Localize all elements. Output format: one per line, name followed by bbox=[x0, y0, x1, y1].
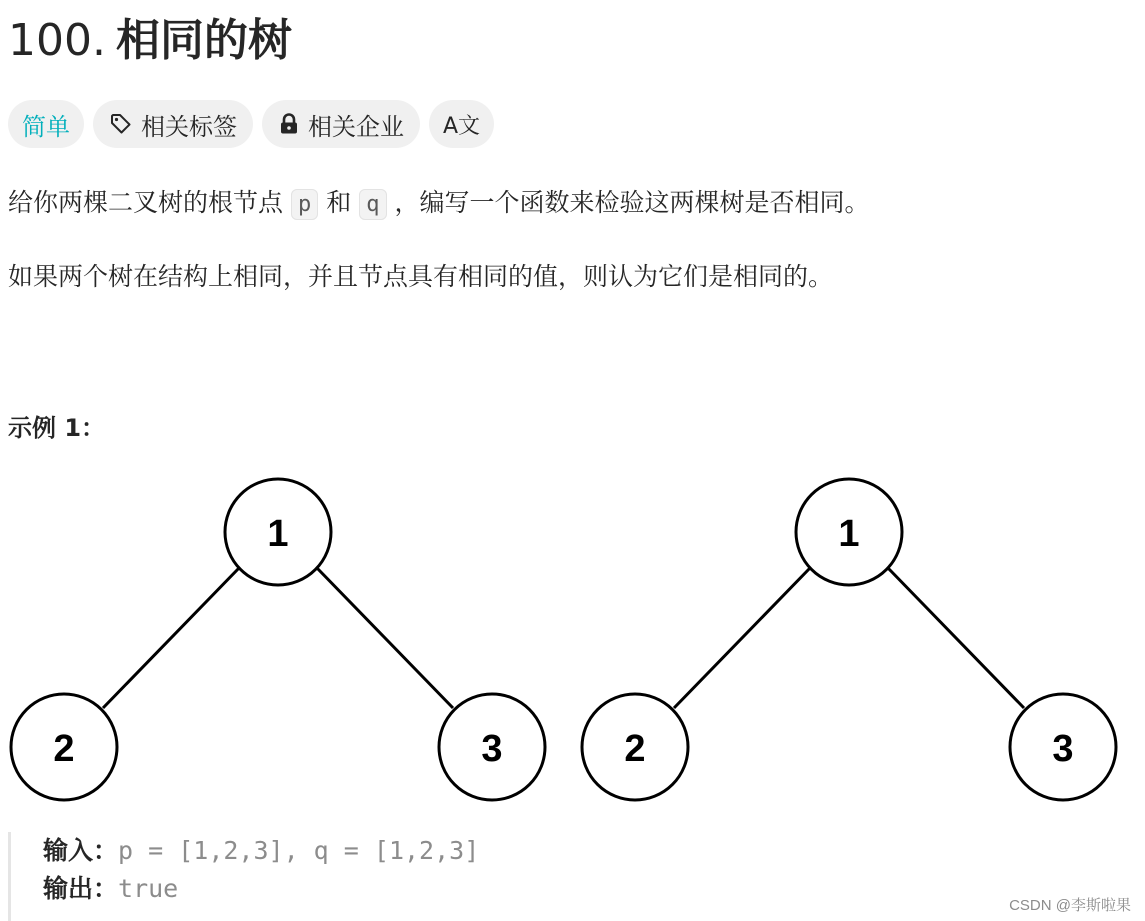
tree-node-label: 3 bbox=[1052, 728, 1074, 770]
tree-p bbox=[11, 479, 545, 800]
problem-title bbox=[8, 12, 292, 70]
example-output-line bbox=[43, 870, 479, 908]
tree-edge bbox=[103, 568, 239, 708]
example-input-line bbox=[43, 832, 479, 870]
watermark: CSDN @李斯啦果 bbox=[1009, 897, 1131, 914]
tree-node-label: 2 bbox=[624, 728, 646, 770]
output-label: 输出： bbox=[43, 874, 119, 903]
tree-edge bbox=[888, 568, 1024, 708]
difficulty-label: 简单 bbox=[22, 112, 70, 141]
code-var-q: q bbox=[359, 189, 386, 220]
problem-number: 100. bbox=[8, 15, 106, 66]
related-companies-label: 相关企业 bbox=[308, 112, 404, 141]
problem-name: 相同的树 bbox=[115, 15, 292, 66]
desc-text-2: 和 bbox=[326, 188, 352, 217]
tree-node-label: 3 bbox=[481, 728, 503, 770]
tree-node-label: 1 bbox=[267, 513, 289, 555]
input-label: 输入： bbox=[43, 836, 119, 865]
translate-button[interactable] bbox=[429, 100, 494, 148]
input-value: p = [1,2,3], q = [1,2,3] bbox=[118, 836, 480, 865]
description-paragraph-1 bbox=[8, 185, 870, 223]
tree-q bbox=[582, 479, 1116, 800]
tree-edge bbox=[674, 568, 810, 708]
related-companies-button[interactable] bbox=[262, 100, 420, 148]
tag-icon bbox=[109, 112, 133, 136]
difficulty-badge[interactable] bbox=[8, 100, 84, 148]
example-trees-image bbox=[0, 470, 1145, 805]
related-tags-button[interactable] bbox=[93, 100, 253, 148]
description-paragraph-2: 如果两个树在结构上相同，并且节点具有相同的值，则认为它们是相同的。 bbox=[8, 262, 834, 291]
example-title: 示例 1： bbox=[8, 414, 106, 442]
translate-icon: A文 bbox=[443, 113, 481, 139]
tree-edge bbox=[317, 568, 453, 708]
tree-node-label: 1 bbox=[838, 513, 860, 555]
output-value: true bbox=[118, 874, 179, 903]
lock-icon bbox=[278, 112, 300, 136]
desc-text-3: ，编写一个函数来检验这两棵树是否相同。 bbox=[394, 188, 870, 217]
tag-bar bbox=[8, 100, 494, 148]
tree-node-label: 2 bbox=[53, 728, 75, 770]
related-tags-label: 相关标签 bbox=[141, 112, 237, 141]
code-var-p: p bbox=[291, 189, 318, 220]
example-io-block bbox=[8, 832, 479, 921]
desc-text-1: 给你两棵二叉树的根节点 bbox=[8, 188, 284, 217]
